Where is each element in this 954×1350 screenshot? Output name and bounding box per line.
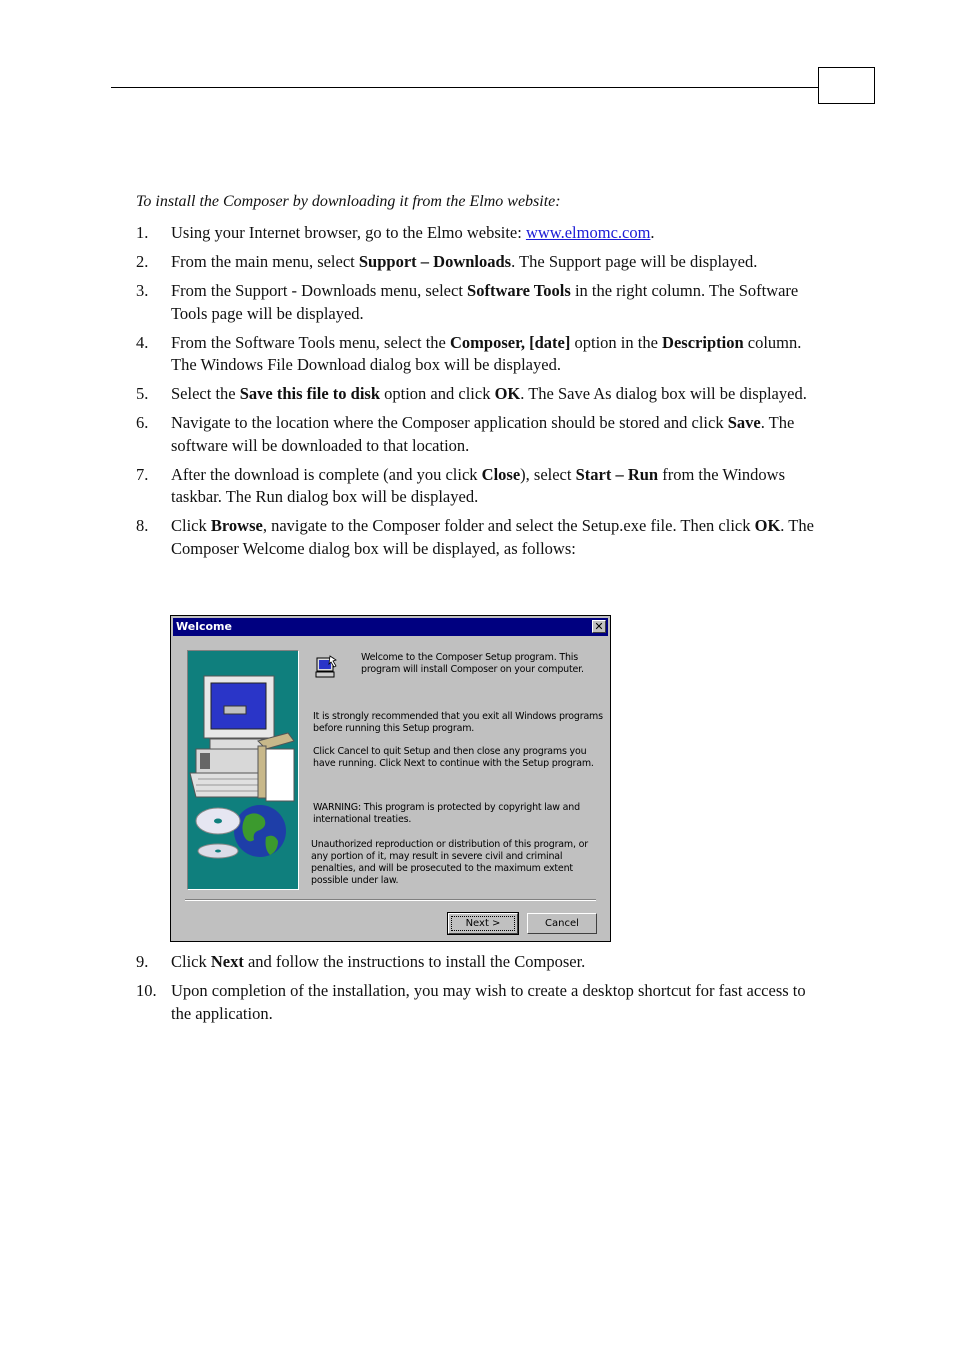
setup-illustration <box>187 650 299 890</box>
page-number-box <box>818 67 875 104</box>
step-number: 4. <box>136 332 149 352</box>
elmo-website-link[interactable]: www.elmomc.com <box>525 223 651 242</box>
step-number: 10. <box>136 981 157 1000</box>
header-rule <box>111 87 818 88</box>
step-3: 3. From the Support - Downloads menu, select Software Tools in the right column. The Software Tools page will be displayed. <box>136 281 799 323</box>
step-8: 8. Click Browse, navigate to the Composer folder and select the Setup.exe file. Then click OK. The Composer Welcome dialog box will be displayed, as follows: <box>136 516 814 558</box>
next-button[interactable]: Next > <box>448 913 518 934</box>
step-6: 6. Navigate to the location where the Composer application should be stored and click Save. The software will be downloaded to that location. <box>136 413 795 455</box>
step-10: 10. Upon completion of the installation, you may wish to create a desktop shortcut for fast access to the application. <box>136 981 806 1023</box>
step-number: 9. <box>136 952 149 971</box>
step-2: 2. From the main menu, select Support – Downloads. The Support page will be displayed. <box>136 251 826 274</box>
setup-computer-icon <box>314 654 340 680</box>
dialog-title-bar <box>173 618 608 636</box>
intro-text: To install the Composer by downloading it from the Elmo website: <box>136 193 561 210</box>
step-9: 9. Click Next and follow the instructions to install the Composer. <box>136 951 826 974</box>
step-7: 7. After the download is complete (and you click Close), select Start – Run from the Windows taskbar. The Run dialog box will be displayed. <box>136 464 786 506</box>
step-number: 3. <box>136 281 149 300</box>
dialog-separator <box>185 899 596 901</box>
dialog-warning-text: WARNING: This program is protected by copyright law and international treaties. <box>313 802 580 825</box>
dialog-unauthorized-text: Unauthorized reproduction or distribution of this program, or any portion of it, may result in severe civil and criminal penalties, and will be prosecuted to the maximum extent possible under law. <box>311 839 588 886</box>
step-number: 8. <box>136 516 149 535</box>
cancel-button[interactable]: Cancel <box>527 913 597 934</box>
step-number: 1. <box>136 223 149 242</box>
dialog-title: Welcome <box>176 620 232 633</box>
step-number: 6. <box>136 413 149 432</box>
step-number: 2. <box>136 252 149 271</box>
close-icon[interactable]: ✕ <box>592 620 606 633</box>
step-4: 4. From the Software Tools menu, select the Composer, [date] option in the Description column. The Windows File Download dialog box will be displayed. <box>136 332 802 374</box>
steps-list <box>136 222 826 567</box>
step-5: 5. Select the Save this file to disk option and click OK. The Save As dialog box will be displayed. <box>136 383 826 406</box>
step-number: 7. <box>136 464 149 484</box>
steps-list-continued <box>136 951 826 1032</box>
dialog-welcome-text: Welcome to the Composer Setup program. This program will install Composer on your computer. <box>361 652 584 675</box>
dialog-cancel-text: Click Cancel to quit Setup and then close any programs you have running. Click Next to continue with the Setup program. <box>313 746 594 769</box>
computer-globe-illustration <box>188 651 298 889</box>
welcome-dialog <box>170 615 611 942</box>
dialog-recommend-text: It is strongly recommended that you exit all Windows programs before running this Setup program. <box>313 711 603 734</box>
step-1: 1. Using your Internet browser, go to the Elmo website: www.elmomc.com. <box>136 222 826 245</box>
step-number: 5. <box>136 384 149 403</box>
